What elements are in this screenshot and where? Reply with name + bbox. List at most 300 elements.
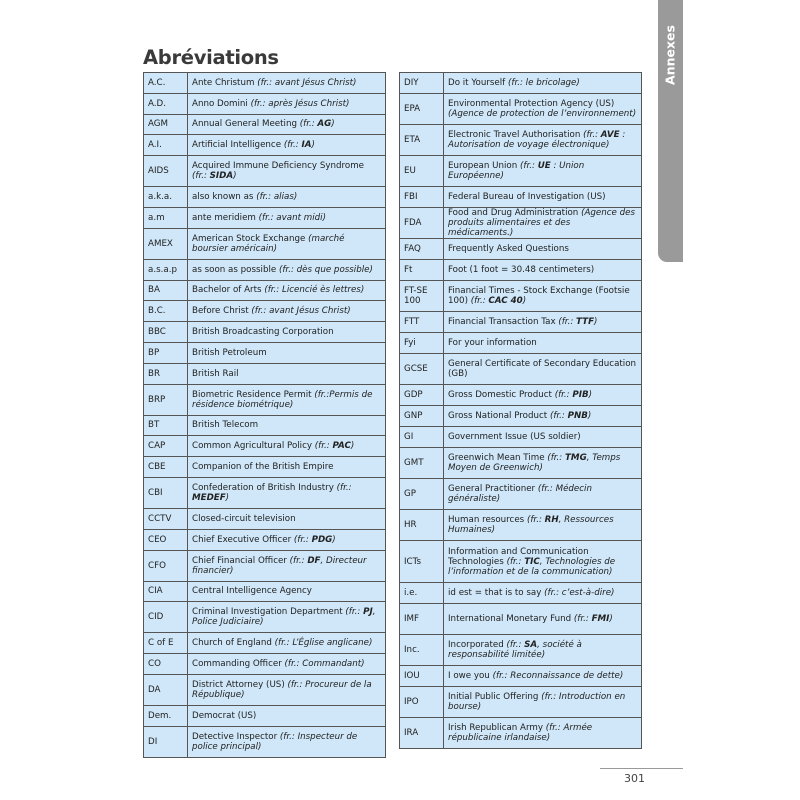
table-row <box>144 436 386 457</box>
definition-text: TTF <box>576 317 595 327</box>
abbreviation-code: BBC <box>144 322 188 343</box>
table-row <box>400 208 642 239</box>
abbreviation-code: FDA <box>400 208 444 239</box>
definition-text: , Directeur financier) <box>192 555 367 576</box>
definition-text: Biometric Residence Permit <box>192 389 315 400</box>
definition-text: Initial Public Offering <box>448 692 542 702</box>
abbreviation-code: AIDS <box>144 156 188 187</box>
definition-text: Bachelor of Arts <box>192 285 265 296</box>
abbreviation-code: Inc. <box>400 635 444 666</box>
definition-text: Church of England <box>192 638 275 649</box>
definition-text: Greenwich Mean Time <box>448 453 548 463</box>
definition-text: ) <box>233 171 237 182</box>
abbreviation-definition <box>188 114 386 135</box>
definition-text: PAC <box>332 441 351 452</box>
abbreviation-definition <box>188 93 386 114</box>
definition-text: Electronic Travel Authorisation <box>448 130 584 140</box>
abbreviation-definition <box>444 541 642 583</box>
abbreviation-code: i.e. <box>400 583 444 604</box>
definition-text: ) <box>588 390 592 400</box>
abbreviation-code: a.s.a.p <box>144 259 188 280</box>
abbreviation-code: FTT <box>400 312 444 333</box>
definition-text: PIB <box>572 390 589 400</box>
definition-text: Gross National Product <box>448 411 550 421</box>
abbreviation-definition <box>188 654 386 675</box>
abbreviation-definition <box>188 529 386 550</box>
definition-text: Federal Bureau of Investigation (US) <box>448 192 606 202</box>
abbreviation-code: ETA <box>400 125 444 156</box>
definition-text: (fr.: <box>506 640 525 650</box>
abbreviation-definition <box>188 508 386 529</box>
definition-text: , Ressources Humaines) <box>448 515 614 535</box>
table-row <box>400 427 642 448</box>
abbreviation-code: BRP <box>144 384 188 415</box>
definition-text: (Agence des produits alimentaires et des médicaments.) <box>448 208 636 238</box>
table-row <box>400 281 642 312</box>
definition-text: (fr.: après Jésus Christ) <box>250 98 350 109</box>
definition-text: ) <box>594 317 598 327</box>
definition-text: ) <box>311 140 315 151</box>
definition-text: (fr.: <box>314 441 333 452</box>
table-row <box>144 93 386 114</box>
definition-text: AVE <box>600 130 620 140</box>
abbreviation-definition <box>444 666 642 687</box>
abbreviation-definition <box>188 135 386 156</box>
definition-text: ante meridiem <box>192 212 259 223</box>
table-row <box>144 342 386 363</box>
abbreviation-definition <box>188 726 386 757</box>
abbreviation-definition <box>444 687 642 718</box>
definition-text: (fr.: le bricolage) <box>508 78 580 88</box>
abbreviation-definition <box>444 156 642 187</box>
definition-text: (fr.: <box>558 317 577 327</box>
definition-text: (fr.: <box>573 614 592 624</box>
table-row <box>144 384 386 415</box>
definition-text: Commanding Officer <box>192 659 285 670</box>
table-row <box>144 73 386 94</box>
abbreviation-definition <box>188 73 386 94</box>
abbreviation-definition <box>188 436 386 457</box>
definition-text: Anno Domini <box>192 98 251 109</box>
abbreviation-definition <box>188 280 386 301</box>
definition-text: : Autorisation de voyage électronique) <box>448 130 626 150</box>
abbreviation-definition <box>188 550 386 581</box>
page-title: Abréviations <box>143 46 279 69</box>
abbreviation-definition <box>188 228 386 259</box>
table-row <box>400 156 642 187</box>
definition-text: (fr.: avant Jésus Christ) <box>257 77 357 88</box>
table-row <box>144 508 386 529</box>
definition-text: (fr.: avant midi) <box>258 212 326 223</box>
table-row <box>400 385 642 406</box>
abbreviation-definition <box>188 674 386 705</box>
definition-text: Annual General Meeting <box>192 119 300 130</box>
table-row <box>144 156 386 187</box>
definition-text: (fr.: <box>554 390 573 400</box>
definition-text: Frequently Asked Questions <box>448 244 569 254</box>
definition-text: also known as <box>192 192 257 203</box>
abbreviation-code: B.C. <box>144 301 188 322</box>
table-row <box>144 581 386 602</box>
definition-text: PJ <box>363 607 373 618</box>
abbreviation-definition <box>444 510 642 541</box>
abbreviation-definition <box>188 156 386 187</box>
abbreviation-code: GCSE <box>400 354 444 385</box>
definition-text: Closed-circuit television <box>192 513 296 524</box>
table-row <box>144 187 386 208</box>
table-row <box>144 301 386 322</box>
definition-text: (fr.: Inspecteur de police principal) <box>192 731 358 752</box>
definition-text: , Police Judiciaire) <box>192 607 376 628</box>
definition-text: ) <box>522 296 527 306</box>
abbreviation-definition <box>444 73 642 94</box>
definition-text: (fr.: <box>470 296 489 306</box>
definition-text: Financial Transaction Tax <box>448 317 559 327</box>
abbreviation-definition <box>188 259 386 280</box>
table-row <box>144 477 386 508</box>
abbreviation-code: CAP <box>144 436 188 457</box>
abbreviation-code: CID <box>144 602 188 633</box>
definition-text: (fr.: <box>293 534 312 545</box>
definition-text: MEDEF <box>192 492 226 503</box>
abbreviation-code: IMF <box>400 604 444 635</box>
definition-text: (fr.: <box>520 161 538 171</box>
definition-text: (fr.: Commandant) <box>284 659 365 670</box>
table-row <box>400 479 642 510</box>
definition-text: (fr.: <box>192 171 210 182</box>
definition-text: (Agence de protection de l’environnement) <box>448 109 637 119</box>
table-row <box>144 529 386 550</box>
definition-text: Human resources <box>448 515 527 525</box>
abbreviation-code: A.D. <box>144 93 188 114</box>
abbreviation-code: IOU <box>400 666 444 687</box>
definition-text: ) <box>331 119 335 130</box>
definition-text: (fr.: Reconnaissance de dette) <box>492 671 624 681</box>
definition-text: (fr.: L’Église anglicane) <box>274 638 373 649</box>
definition-text: Information and Communication Technologies <box>448 546 589 567</box>
definition-text: British Petroleum <box>192 347 267 358</box>
definition-text: PNB <box>567 411 588 421</box>
definition-text: Environmental Protection Agency (US) <box>448 99 615 109</box>
abbreviation-code: EPA <box>400 94 444 125</box>
abbreviation-definition <box>444 427 642 448</box>
abbreviation-code: HR <box>400 510 444 541</box>
definition-text: Democrat (US) <box>192 710 257 721</box>
definition-text: TIC <box>524 556 540 567</box>
abbreviation-code: Ft <box>400 260 444 281</box>
definition-text: (fr.: <box>526 515 545 525</box>
table-row <box>144 207 386 228</box>
definition-text: id est = that is to say <box>448 588 545 598</box>
definition-text: , Temps Moyen de Greenwich) <box>448 453 621 473</box>
abbreviation-code: BT <box>144 415 188 436</box>
abbreviation-code: EU <box>400 156 444 187</box>
table-row <box>400 333 642 354</box>
table-row <box>144 457 386 478</box>
definition-text: (fr.: <box>583 130 601 140</box>
definition-text: (fr.: <box>547 453 565 463</box>
abbreviation-code: DIY <box>400 73 444 94</box>
definition-text: British Broadcasting Corporation <box>192 327 334 338</box>
abbreviation-code: CIA <box>144 581 188 602</box>
definition-text: (fr.: Procureur de la République) <box>192 679 372 700</box>
abbreviation-definition <box>444 635 642 666</box>
abbreviation-code: BP <box>144 342 188 363</box>
abbreviation-definition <box>188 477 386 508</box>
table-row <box>400 718 642 749</box>
abbreviation-code: GNP <box>400 406 444 427</box>
abbreviation-definition <box>444 479 642 510</box>
abbreviation-code: BR <box>144 363 188 384</box>
table-row <box>144 259 386 280</box>
table-row <box>144 705 386 726</box>
definition-text: Do it Yourself <box>448 78 508 88</box>
definition-text: (fr.: c’est-à-dire) <box>544 588 615 598</box>
abbreviation-table-left <box>143 72 386 758</box>
table-row <box>400 583 642 604</box>
abbreviation-definition <box>188 342 386 363</box>
page-number: 301 <box>624 772 645 785</box>
abbreviation-definition <box>444 187 642 208</box>
table-row <box>400 73 642 94</box>
abbreviation-definition <box>188 705 386 726</box>
abbreviation-definition <box>188 581 386 602</box>
definition-text: DF <box>307 555 321 566</box>
table-row <box>144 726 386 757</box>
abbreviation-code: A.I. <box>144 135 188 156</box>
definition-text: General Practitioner <box>448 484 538 494</box>
abbreviation-code: DA <box>144 674 188 705</box>
abbreviation-table-right <box>399 72 642 749</box>
definition-text: Criminal Investigation Department <box>192 607 346 618</box>
abbreviation-definition <box>444 354 642 385</box>
table-row <box>144 415 386 436</box>
table-row <box>400 260 642 281</box>
abbreviation-code: Fyi <box>400 333 444 354</box>
table-row <box>144 363 386 384</box>
definition-text: as soon as possible <box>192 264 279 275</box>
abbreviation-definition <box>188 363 386 384</box>
abbreviation-definition <box>188 602 386 633</box>
abbreviation-code: CFO <box>144 550 188 581</box>
abbreviation-code: CO <box>144 654 188 675</box>
table-row <box>400 125 642 156</box>
definition-text: Foot (1 foot = 30.48 centimeters) <box>448 265 595 275</box>
definition-text: Confederation of British Industry <box>192 482 337 493</box>
definition-text: AG <box>317 119 332 130</box>
table-row <box>144 135 386 156</box>
abbreviation-code: CBI <box>144 477 188 508</box>
definition-text: TMG <box>565 453 587 463</box>
abbreviation-definition <box>444 604 642 635</box>
abbreviation-definition <box>444 583 642 604</box>
definition-text: For your information <box>448 338 537 348</box>
abbreviation-code: FT-SE 100 <box>400 281 444 312</box>
definition-text: Companion of the British Empire <box>192 462 334 473</box>
definition-text: (fr.: Introduction en bourse) <box>448 692 626 712</box>
abbreviation-definition <box>188 633 386 654</box>
definition-text: ) <box>332 534 336 545</box>
abbreviation-code: FBI <box>400 187 444 208</box>
abbreviation-definition <box>444 94 642 125</box>
abbreviation-code: IPO <box>400 687 444 718</box>
definition-text: : Union Européenne) <box>448 161 585 181</box>
abbreviation-code: CCTV <box>144 508 188 529</box>
table-row <box>400 239 642 260</box>
definition-text: General Certificate of Secondary Education (GB) <box>448 359 637 379</box>
table-row <box>400 354 642 385</box>
definition-text: Food and Drug Administration <box>448 208 582 218</box>
definition-text: Chief Financial Officer <box>192 555 290 566</box>
table-row <box>144 114 386 135</box>
abbreviation-code: C of E <box>144 633 188 654</box>
definition-text: (fr.:Permis de résidence biométrique) <box>192 389 373 410</box>
definition-text: British Rail <box>192 368 239 379</box>
table-row <box>144 654 386 675</box>
abbreviation-code: a.m <box>144 207 188 228</box>
definition-text: ) <box>587 411 592 421</box>
definition-text: Government Issue (US soldier) <box>448 432 581 442</box>
table-row <box>144 280 386 301</box>
abbreviation-code: FAQ <box>400 239 444 260</box>
definition-text: , société à responsabilité limitée) <box>448 640 582 660</box>
abbreviation-definition <box>444 406 642 427</box>
abbreviation-definition <box>188 301 386 322</box>
definition-text: Common Agricultural Policy <box>192 441 315 452</box>
abbreviation-definition <box>188 457 386 478</box>
abbreviation-code: ICTs <box>400 541 444 583</box>
definition-text: IA <box>301 140 312 151</box>
table-row <box>400 94 642 125</box>
table-row <box>144 228 386 259</box>
abbreviation-code: a.k.a. <box>144 187 188 208</box>
definition-text: European Union <box>448 161 521 171</box>
definition-text: I owe you <box>448 671 493 681</box>
definition-text: Incorporated <box>448 640 507 650</box>
abbreviation-definition <box>444 208 642 239</box>
abbreviation-definition <box>444 260 642 281</box>
definition-text: (fr.: <box>289 555 308 566</box>
definition-text: District Attorney (US) <box>192 679 288 690</box>
definition-text: , Technologies de l’information et de la communication) <box>448 556 616 577</box>
abbreviation-code: A.C. <box>144 73 188 94</box>
definition-text: (marché boursier américain) <box>192 233 345 254</box>
definition-text: Central Intelligence Agency <box>192 586 312 597</box>
abbreviation-code: IRA <box>400 718 444 749</box>
definition-text: (fr.: avant Jésus Christ) <box>251 306 351 317</box>
definition-text: Detective Inspector <box>192 731 280 742</box>
definition-text: RH <box>544 515 559 525</box>
footer-rule <box>600 768 683 769</box>
abbreviation-definition <box>444 448 642 479</box>
definition-text: (fr.: Médecin généraliste) <box>448 484 592 504</box>
definition-text: (fr.: <box>336 482 352 493</box>
abbreviation-code: CEO <box>144 529 188 550</box>
table-row <box>400 448 642 479</box>
abbreviation-definition <box>444 239 642 260</box>
abbreviation-code: GMT <box>400 448 444 479</box>
definition-text: British Telecom <box>192 420 259 431</box>
table-row <box>400 312 642 333</box>
abbreviation-code: Dem. <box>144 705 188 726</box>
abbreviation-definition <box>444 125 642 156</box>
abbreviation-definition <box>188 187 386 208</box>
abbreviation-code: GP <box>400 479 444 510</box>
table-row <box>400 541 642 583</box>
table-row <box>400 687 642 718</box>
definition-text: ) <box>225 492 230 503</box>
table-row <box>144 550 386 581</box>
table-row <box>400 187 642 208</box>
definition-text: UE <box>537 161 551 171</box>
abbreviation-code: AMEX <box>144 228 188 259</box>
definition-text: (fr.: <box>506 556 525 567</box>
abbreviation-definition <box>444 333 642 354</box>
definition-text: (fr.: Armée républicaine irlandaise) <box>448 723 593 743</box>
definition-text: CAC 40 <box>488 296 523 306</box>
definition-text: ) <box>350 441 355 452</box>
table-row <box>400 406 642 427</box>
section-tab-label: Annexes <box>662 25 678 85</box>
definition-text: Before Christ <box>192 306 252 317</box>
abbreviation-code: GDP <box>400 385 444 406</box>
definition-text: Artificial Intelligence <box>192 140 284 151</box>
abbreviation-code: BA <box>144 280 188 301</box>
definition-text: SIDA <box>209 171 234 182</box>
table-row <box>400 666 642 687</box>
definition-text: ) <box>609 614 613 624</box>
definition-text: (fr.: <box>299 119 318 130</box>
table-row <box>144 633 386 654</box>
abbreviation-code: CBE <box>144 457 188 478</box>
abbreviation-definition <box>188 207 386 228</box>
definition-text: (fr.: alias) <box>256 192 298 203</box>
abbreviation-code: DI <box>144 726 188 757</box>
definition-text: (fr.: <box>345 607 364 618</box>
definition-text: Chief Executive Officer <box>192 534 294 545</box>
abbreviation-definition <box>188 415 386 436</box>
abbreviation-definition <box>444 718 642 749</box>
definition-text: Irish Republican Army <box>448 723 546 733</box>
abbreviation-definition <box>444 281 642 312</box>
definition-text: Gross Domestic Product <box>448 390 555 400</box>
definition-text: American Stock Exchange <box>192 233 309 244</box>
table-row <box>400 635 642 666</box>
table-row <box>144 674 386 705</box>
abbreviation-definition <box>444 385 642 406</box>
definition-text: PDG <box>311 534 333 545</box>
table-row <box>144 322 386 343</box>
table-row <box>144 602 386 633</box>
definition-text: (fr.: <box>283 140 302 151</box>
table-row <box>400 510 642 541</box>
definition-text: FMI <box>591 614 610 624</box>
definition-text: (fr.: dès que possible) <box>278 264 373 275</box>
abbreviation-code: AGM <box>144 114 188 135</box>
definition-text: SA <box>524 640 538 650</box>
table-row <box>400 604 642 635</box>
definition-text: (fr.: <box>549 411 568 421</box>
definition-text: International Monetary Fund <box>448 614 574 624</box>
definition-text: Acquired Immune Deficiency Syndrome <box>192 161 365 172</box>
definition-text: (fr.: Licencié ès lettres) <box>264 285 365 296</box>
definition-text: Financial Times - Stock Exchange (Footsie 100) <box>448 286 630 306</box>
abbreviation-code: GI <box>400 427 444 448</box>
definition-text: Ante Christum <box>192 77 258 88</box>
abbreviation-definition <box>188 322 386 343</box>
abbreviation-definition <box>188 384 386 415</box>
abbreviation-definition <box>444 312 642 333</box>
